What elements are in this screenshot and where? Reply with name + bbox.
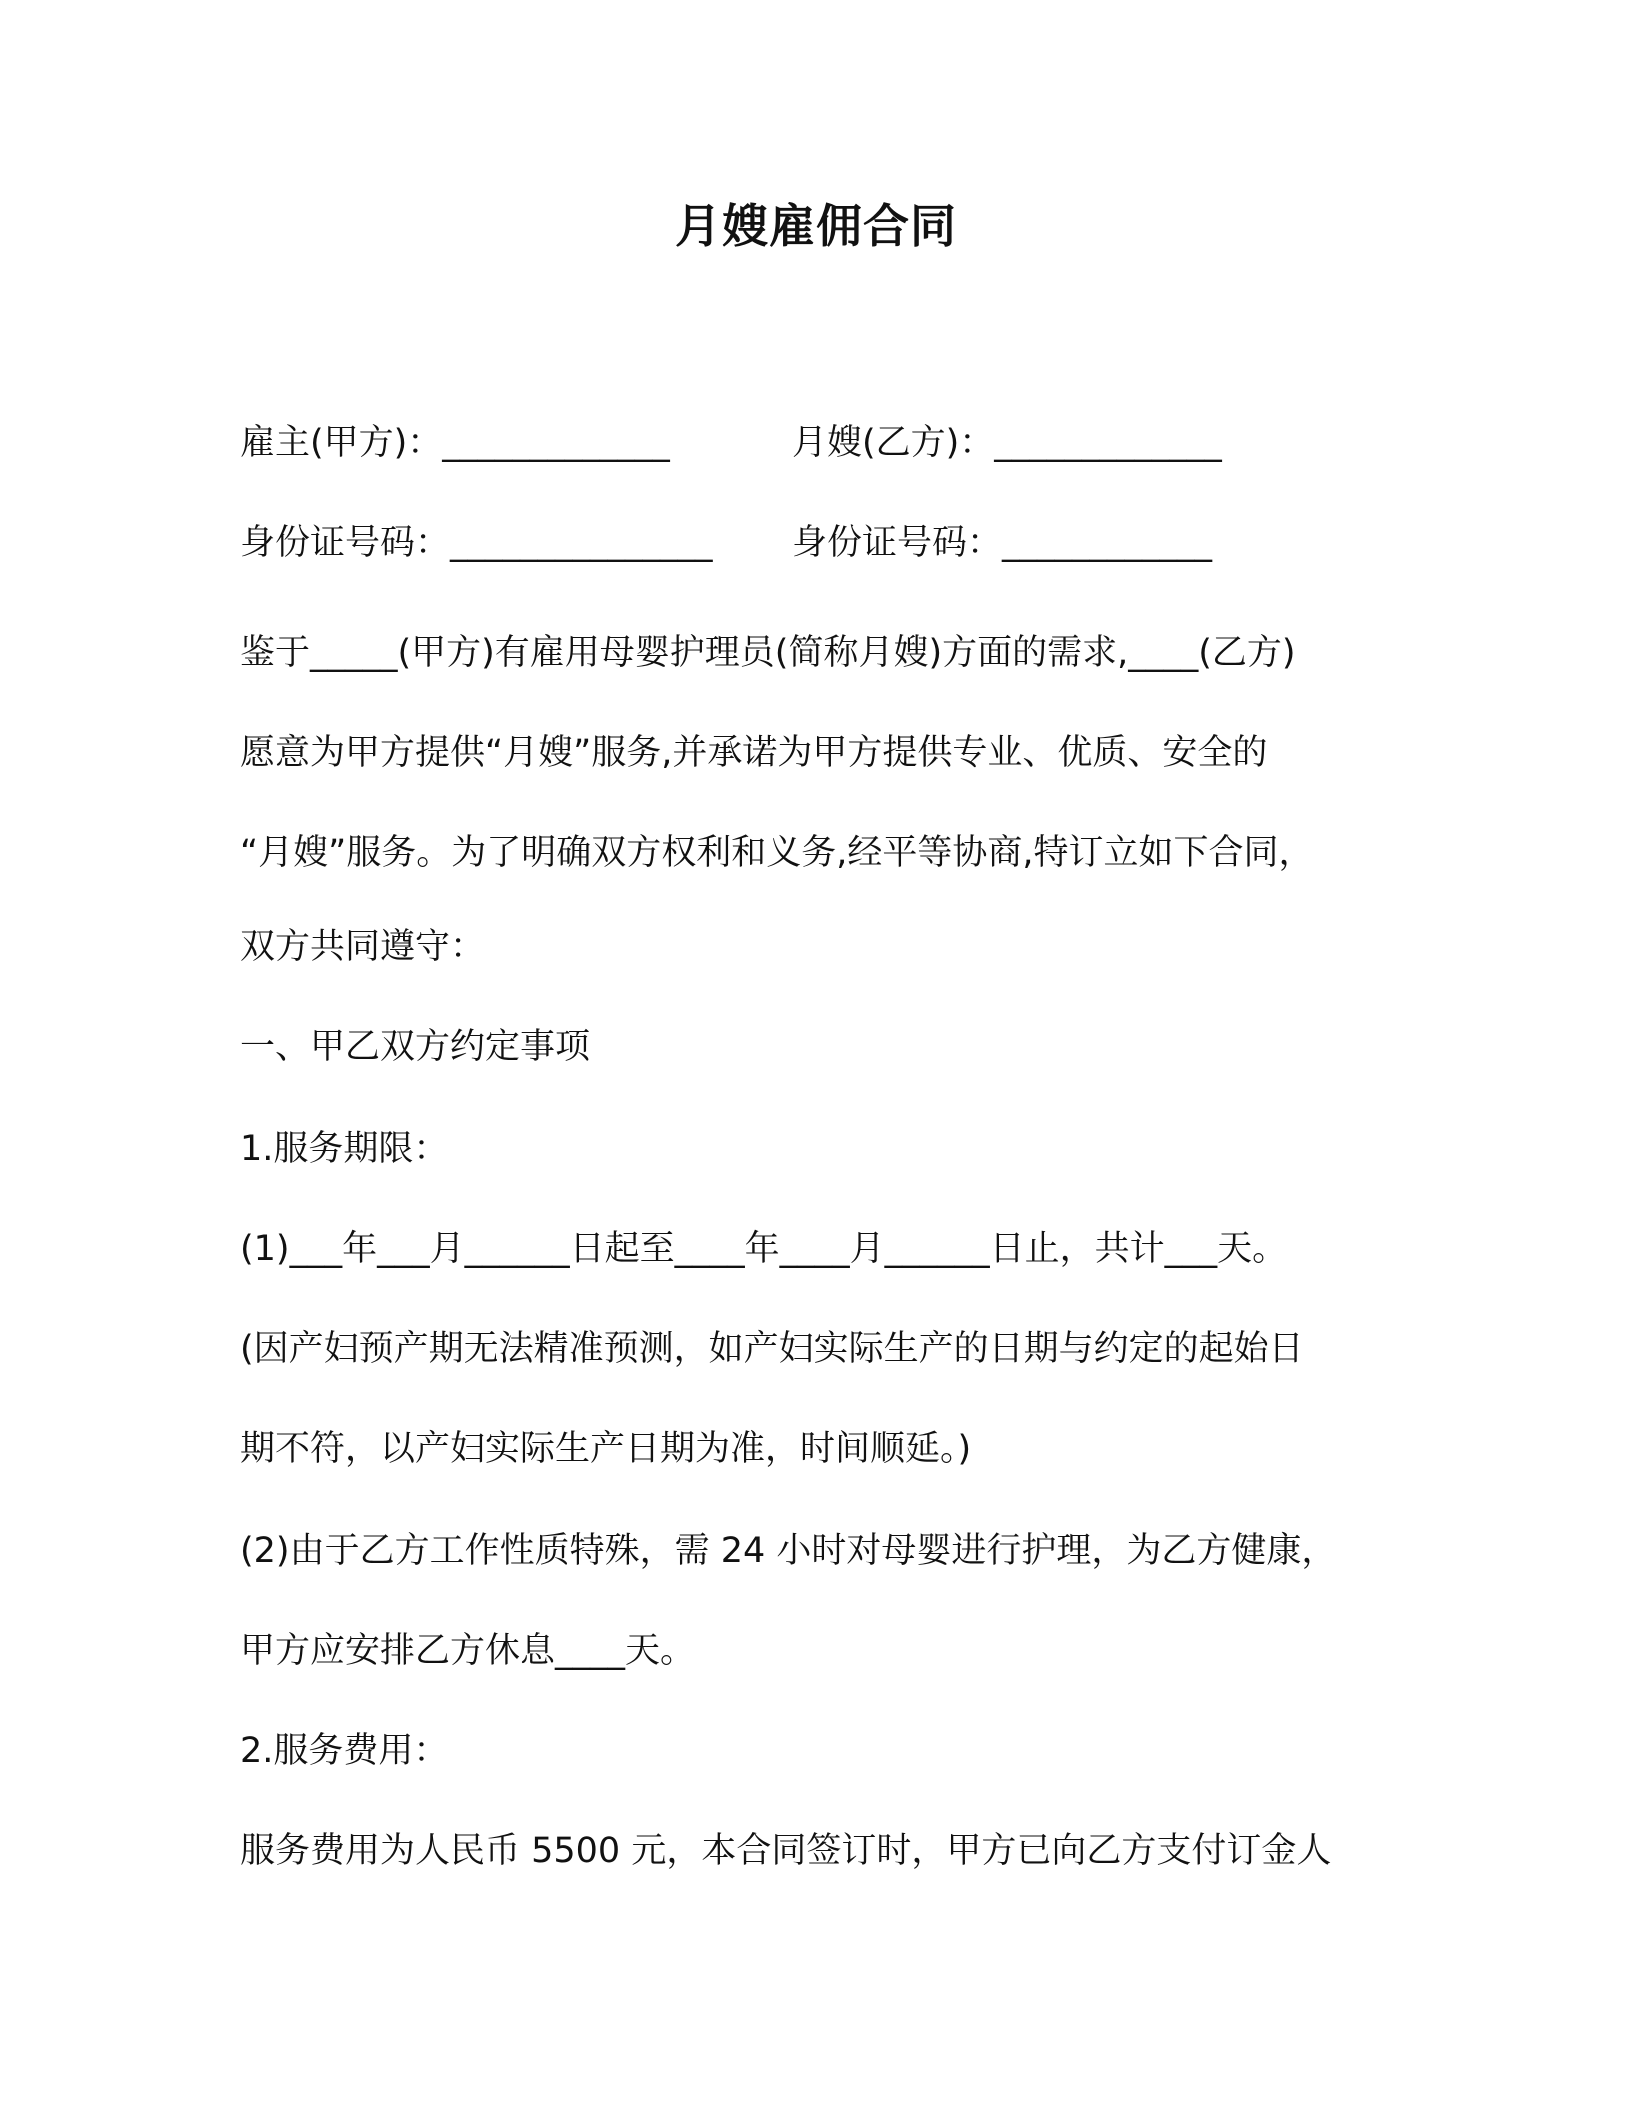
section-1-heading: 一、甲乙双方约定事项 — [240, 1027, 591, 1067]
item-1-sub-2-line-1: (2)由于乙方工作性质特殊，需 24 小时对母婴进行护理，为乙方健康， — [240, 1531, 1337, 1571]
id-a-field: 身份证号码：_______________ — [240, 523, 713, 563]
item-1-sub-1: (1)___年___月______日起至____年____月______日止，共计___天。 — [240, 1229, 1288, 1269]
item-2-heading: 2.服务费用： — [240, 1731, 449, 1771]
party-b-field: 月嫂(乙方)：_____________ — [792, 423, 1222, 463]
item-1-sub-2-line-2: 甲方应安排乙方休息____天。 — [240, 1631, 696, 1671]
preamble-line-3: “月嫂”服务。为了明确双方权利和义务,经平等协商,特订立如下合同， — [240, 833, 1314, 873]
id-b-field: 身份证号码：____________ — [792, 523, 1213, 563]
preamble-line-1: 鉴于_____(甲方)有雇用母婴护理员(简称月嫂)方面的需求,____(乙方) — [240, 633, 1296, 673]
party-a-field: 雇主(甲方)：_____________ — [240, 423, 670, 463]
preamble-line-2: 愿意为甲方提供“月嫂”服务,并承诺为甲方提供专业、优质、安全的 — [240, 733, 1268, 773]
item-2-line-1: 服务费用为人民币 5500 元，本合同签订时，甲方已向乙方支付订金人 — [240, 1831, 1332, 1871]
preamble-line-4: 双方共同遵守： — [240, 927, 486, 967]
item-1-note-line-2: 期不符，以产妇实际生产日期为准，时间顺延。) — [240, 1429, 972, 1469]
item-1-note-line-1: (因产妇预产期无法精准预测，如产妇实际生产的日期与约定的起始日 — [240, 1329, 1304, 1369]
item-1-heading: 1.服务期限： — [240, 1129, 449, 1169]
document-title: 月嫂雇佣合同 — [675, 199, 957, 253]
